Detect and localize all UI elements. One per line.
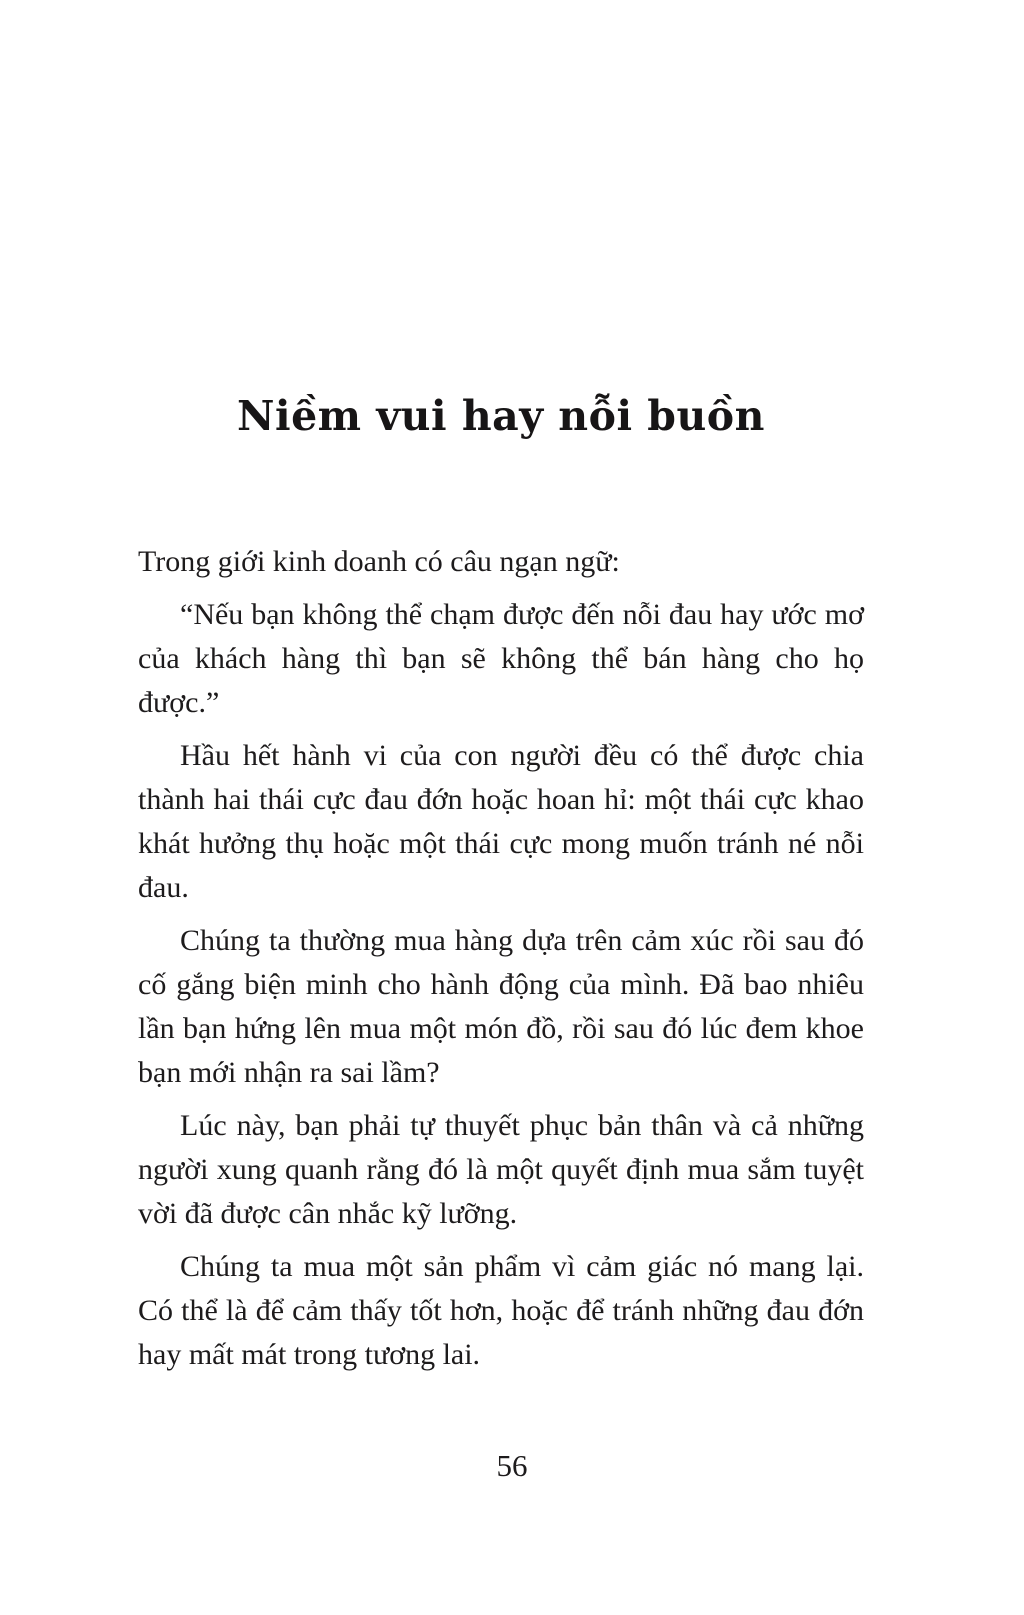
paragraph: Hầu hết hành vi của con người đều có thể được chia thành hai thái cực đau đớn hoặc hoan hỉ: một thái cực khao khát hưởng thụ hoặc một thái cực mong muốn tránh né nỗi đau. (138, 739, 864, 904)
chapter-title: Niềm vui hay nỗi buồn (237, 392, 765, 440)
page-number: 56 (496, 1448, 528, 1483)
paragraph: “Nếu bạn không thể chạm được đến nỗi đau hay ước mơ của khách hàng thì bạn sẽ không thể bán hàng cho họ được.” (138, 598, 864, 719)
paragraph: Lúc này, bạn phải tự thuyết phục bản thân và cả những người xung quanh rằng đó là một quyết định mua sắm tuyệt vời đã được cân nhắc kỹ lưỡng. (138, 1109, 864, 1230)
body-text (138, 540, 864, 1377)
paragraph: Chúng ta mua một sản phẩm vì cảm giác nó mang lại. Có thể là để cảm thấy tốt hơn, hoặc để tránh những đau đớn hay mất mát trong tương lai. (138, 1250, 864, 1371)
page-content (138, 0, 864, 1386)
paragraph: Trong giới kinh doanh có câu ngạn ngữ: (138, 545, 620, 578)
paragraph: Chúng ta thường mua hàng dựa trên cảm xúc rồi sau đó cố gắng biện minh cho hành động của mình. Đã bao nhiêu lần bạn hứng lên mua một món đồ, rồi sau đó lúc đem khoe bạn mới nhận ra sai lầm? (138, 924, 864, 1089)
